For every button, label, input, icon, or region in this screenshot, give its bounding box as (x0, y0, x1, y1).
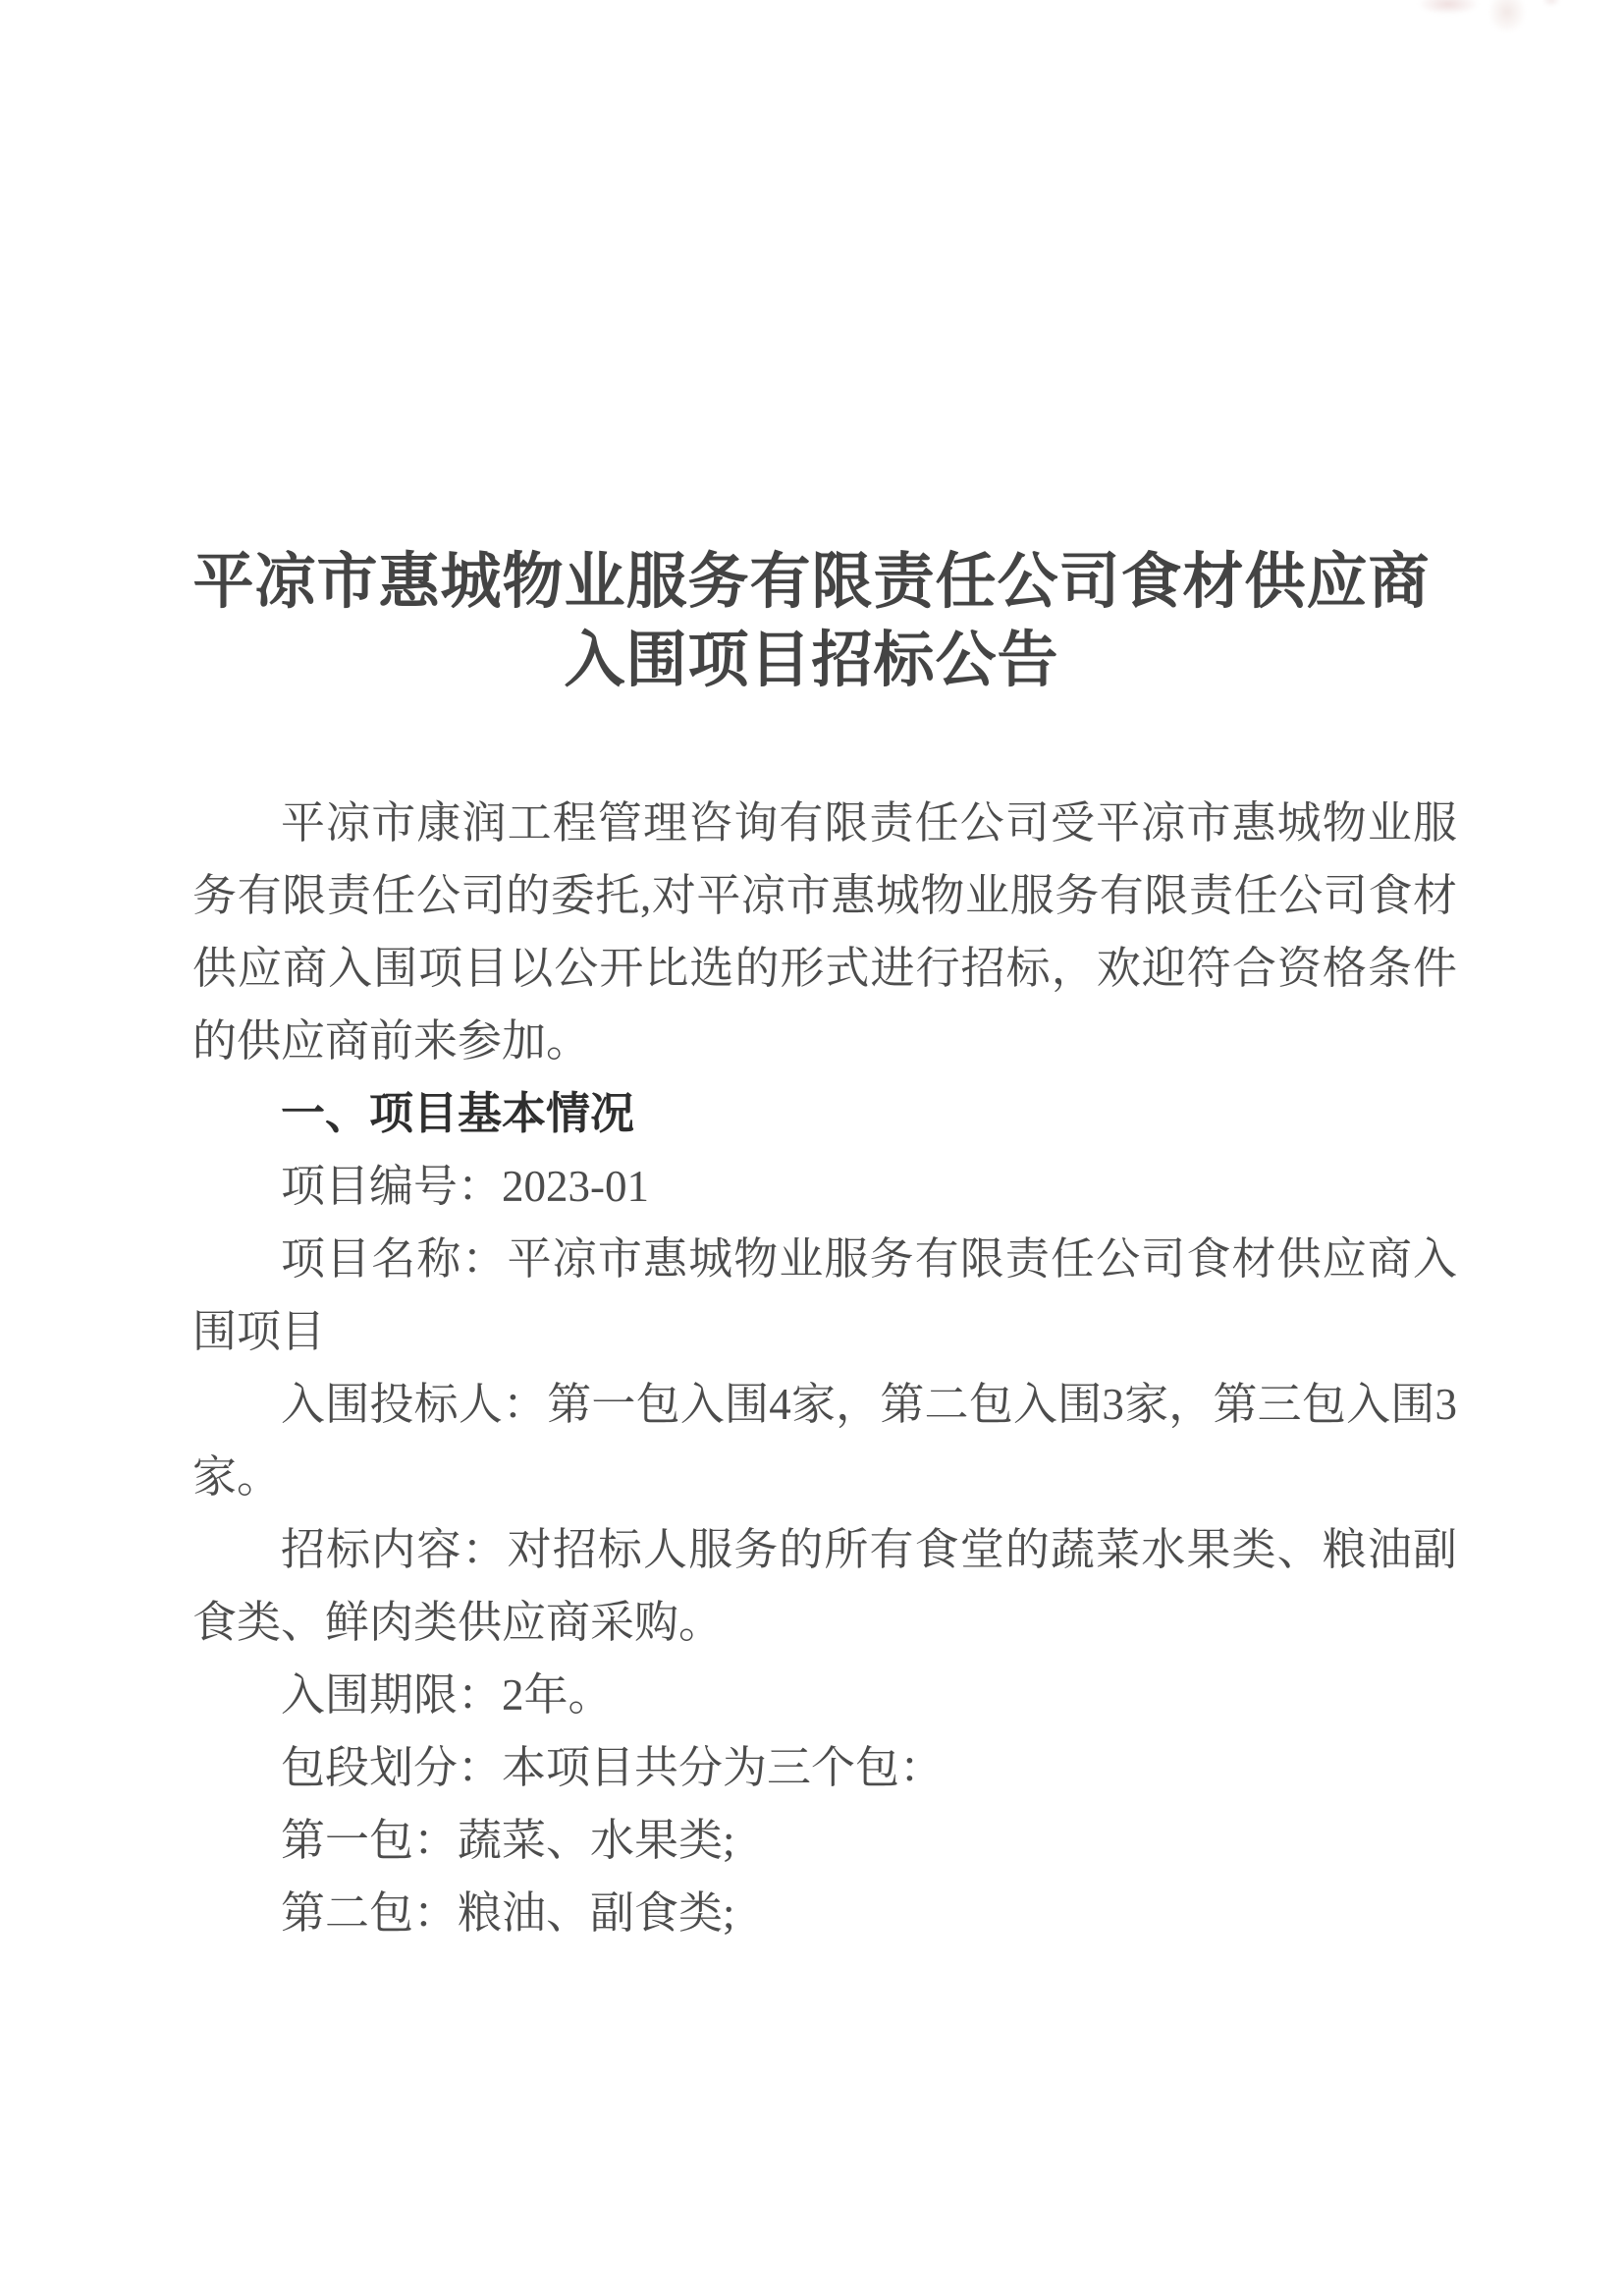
body-text-line: 供应商入围项目以公开比选的形式进行招标，欢迎符合资格条件 (192, 944, 1457, 993)
body-text-line: 入围投标人：第一包入围4家，第二包入围3家，第三包入围3 (281, 1380, 1457, 1429)
document-title (0, 543, 1623, 700)
body-text-line: 入围期限：2年。 (281, 1670, 613, 1720)
body-text-line: 项目名称：平凉市惠城物业服务有限责任公司食材供应商入 (281, 1234, 1457, 1284)
body-text-line: 围项目 (192, 1307, 326, 1356)
document-title-line-1: 平凉市惠城物业服务有限责任公司食材供应商 (192, 549, 1431, 616)
scan-smudge-artifact (1414, 0, 1581, 69)
body-text-line: 务有限责任公司的委托,对平凉市惠城物业服务有限责任公司食材 (192, 871, 1457, 920)
document-title-line-2: 入围项目招标公告 (564, 628, 1059, 694)
body-text-line: 平凉市康润工程管理咨询有限责任公司受平凉市惠城物业服 (281, 798, 1457, 847)
body-text-line: 包段划分：本项目共分为三个包： (281, 1743, 945, 1792)
body-text-line: 的供应商前来参加。 (192, 1016, 591, 1066)
body-text-line: 招标内容：对招标人服务的所有食堂的蔬菜水果类、粮油副 (281, 1525, 1457, 1574)
body-text-line: 第一包：蔬菜、水果类; (281, 1816, 735, 1865)
body-text-line: 家。 (192, 1452, 282, 1502)
body-text-line: 项目编号：2023-01 (281, 1162, 649, 1211)
section-heading: 一、项目基本情况 (281, 1088, 635, 1138)
document-body (192, 787, 1457, 1949)
body-text-line: 食类、鲜肉类供应商采购。 (192, 1598, 724, 1647)
body-text-line: 第二包：粮油、副食类; (281, 1888, 735, 1938)
